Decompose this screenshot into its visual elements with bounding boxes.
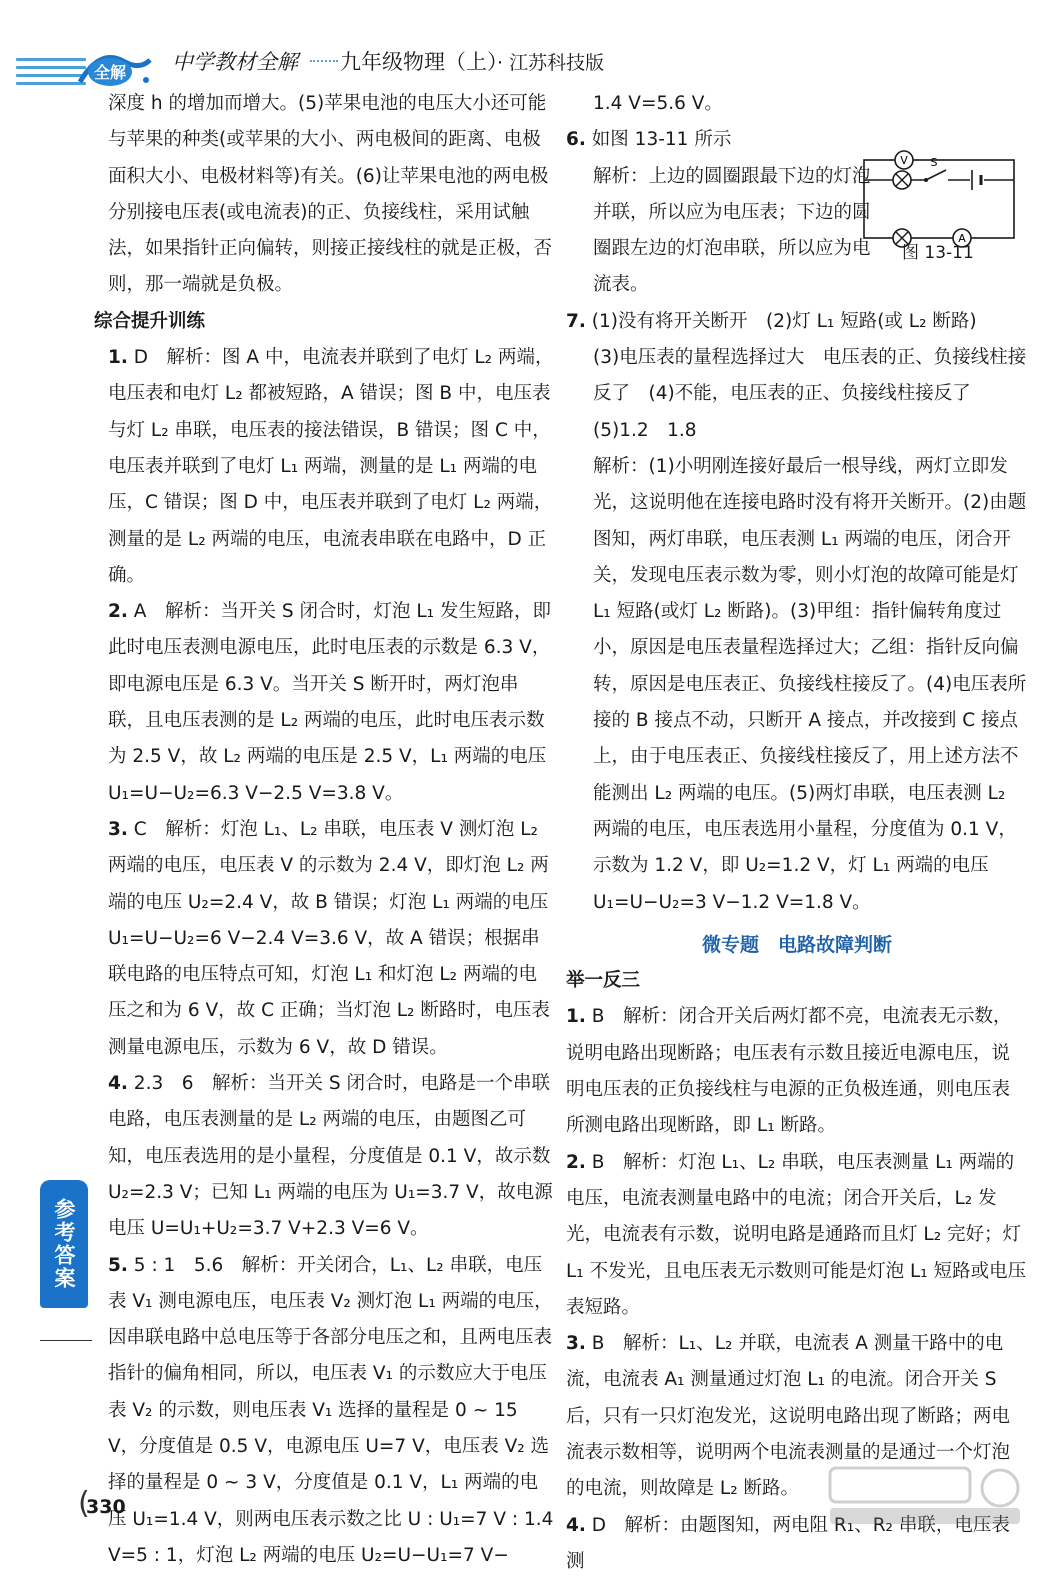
lamp-symbol xyxy=(893,171,911,189)
edition-label: · 江苏科技版 xyxy=(497,52,605,74)
answer-item: 1. B 解析：闭合开关后两灯都不亮，电流表无示数，说明电路出现断路；电压表有示数且接近电源电压，说明电压表的正负接线柱与电源的正负极连通，则电压表所测电路出现断路，即 L₁ 断路。 xyxy=(566,1006,1012,1137)
answer-item: 4. 2.3 6 解析：当开关 S 闭合时，电路是一个串联电路，电压表测量的是 L₂ 两端的电压，由题图乙可知，电压表选用的是小量程，分度值是 0.1 V，故示数 U₂=2.3 V；已知 L₁ 两端的电压为 U₁=3.7 V，故电源电压 U=U₁+U₂=3.7 V+2.3 V=6 V。 xyxy=(108,1073,553,1240)
answer-item: 1. D 解析：图 A 中，电流表并联到了电灯 L₂ 两端，电压表和电灯 L₂ 都被短路，A 错误；图 B 中，电压表与灯 L₂ 串联，电压表的接法错误，B 错误；图 C 中，电压表并联到了电灯 L₁ 两端，测量的是 L₁ 两端的电压，C 错误；图 D 中，电压表并联到了电灯 L₂ 两端，测量的是 L₂ 两端的电压，电流表串联在电路中，D 正确。 xyxy=(108,347,554,586)
answer-item: 5. 5 : 1 5.6 解析：开关闭合，L₁、L₂ 串联，电压表 V₁ 测电源电压，电压表 V₂ 测灯泡 L₁ 两端的电压，因串联电路中总电压等于各部分电压之和，且两电压表指针的偏角相同，所以，电压表 V₁ 的示数应大于电压表 V₂ 的示数，则电压表 V₁ 选择的量程是 0 ~ 15 V，分度值是 0.5 V，电源电压 U=7 V，电压表 V₂ 选择的量程是 0 ~ 3 V，分度值是 0.1 V，L₁ 两端的电压 U₁=1.4 V，则两电压表示数之比 U : U₁=7 V : 1.4 V=5 : 1，灯泡 L₂ 两端的电压 U₂=U−U₁=7 V− xyxy=(108,1254,554,1566)
side-tab-answers: 参考答案 xyxy=(40,1180,88,1308)
svg-text:A: A xyxy=(958,232,966,245)
continued-paragraph: 深度 h 的增加而增大。(5)苹果电池的电压大小还可能与苹果的种类(或苹果的大小、两电极间的距离、电极面积大小、电极材料等)有关。(6)让苹果电池的两电极分别接电压表(或电流表)的正、负接线柱，采用试触法，如果指针正向偏转，则接正接线柱的就是正极，否则，那一端就是负极。 xyxy=(108,93,553,296)
answer-explanation: 解析：(1)小明刚连接好最后一根导线，两灯立即发光，这说明他在连接电路时没有将开关断开。(2)由题图知，两灯串联，电压表测 L₁ 两端的电压，闭合开关，发现电压表示数为零，则小灯泡的故障可能是灯 L₁ 短路(或灯 L₂ 断路)。(3)甲组：指针偏转角度过小，原因是电压表量程选择过大；乙组：指针反向偏转，原因是电压表正、负接线柱接反了。(4)电压表所接的 B 接点不动，只断开 A 接点，并改接到 C 接点上，由于电压表正、负接线柱接反了，用上述方法不能测出 L₂ 两端的电压。(5)两灯串联，电压表测 L₂ 两端的电压，电压表选用小量程，分度值为 0.1 V，示数为 1.2 V，即 U₂=1.2 V，灯 L₁ 两端的电压 U₁=U−U₂=3 V−1.2 V=1.8 V。 xyxy=(593,455,1027,913)
voltmeter-symbol xyxy=(895,151,913,169)
continued-line: 1.4 V=5.6 V。 xyxy=(593,93,723,114)
grade-subject: 九年级物理（上） xyxy=(340,50,508,74)
svg-text:V: V xyxy=(900,154,908,167)
answer-item: 6. 如图 13-11 所示 xyxy=(566,129,732,151)
answer-item: 3. C 解析：灯泡 L₁、L₂ 串联，电压表 V 测灯泡 L₂ 两端的电压，电压表 V 的示数为 2.4 V，即灯泡 L₂ 两端的电压 U₂=2.4 V，故 B 错误；灯泡 L₁ 两端的电压 U₁=U−U₂=6 V−2.4 V=3.6 V，故 A 错误；根据串联电路的电压特点可知，灯泡 L₁ 和灯泡 L₂ 两端的电压之和为 6 V，故 C 正确；当灯泡 L₂ 断路时，电压表测量电源电压，示数为 6 V，故 D 错误。 xyxy=(108,818,550,1058)
header-separator xyxy=(310,60,338,62)
book-title: 中学教材全解 xyxy=(172,50,298,74)
circuit-wire-loop xyxy=(864,160,1014,238)
page-number: 330 xyxy=(86,1496,126,1518)
answer-item: 2. B 解析：灯泡 L₁、L₂ 串联，电压表测量 L₁ 两端的电压，电流表测量电路中的电流；闭合开关后，L₂ 发光，电流表有示数，说明电路是通路而且灯 L₂ 完好；灯 L₁ 不发光，且电压表无示数则可能是灯泡 L₁ 短路或电压表短路。 xyxy=(566,1151,1027,1318)
answer-item: 7. (1)没有将开关断开 (2)灯 L₁ 短路(或 L₂ 断路) xyxy=(566,310,977,332)
battery-symbol xyxy=(970,170,984,190)
section-heading: 综合提升训练 xyxy=(94,310,206,332)
answer-item: 2. A 解析：当开关 S 闭合时，灯泡 L₁ 发生短路，即此时电压表测电源电压，此时电压表的示数是 6.3 V，即电源电压是 6.3 V。当开关 S 断开时，两灯泡串联，且电压表测的是 L₂ 两端的电压，此时电压表示数为 2.5 V，故 L₂ 两端的电压是 2.5 V，L₁ 两端的电压 U₁=U−U₂=6.3 V−2.5 V=3.8 V。 xyxy=(108,601,551,804)
answer-explanation: 解析：上边的圆圈跟最下边的灯泡并联，所以应为电压表；下边的圆圈跟左边的灯泡串联，所以应为电流表。 xyxy=(593,165,871,296)
topic-title: 微专题 电路故障判断 xyxy=(701,933,892,956)
answer-item: 4. D 解析：由题图知，两电阻 R₁、R₂ 串联，电压表测 xyxy=(566,1514,1010,1572)
figure-caption: 图 13-11 xyxy=(902,243,974,263)
subsection-heading: 举一反三 xyxy=(566,970,641,992)
watermark-logo xyxy=(820,1460,1030,1530)
svg-text:全解: 全解 xyxy=(93,63,127,82)
side-divider xyxy=(40,1340,92,1341)
right-column xyxy=(566,86,1028,1580)
answer-item: 3. B 解析：L₁、L₂ 并联，电流表 A 测量干路中的电流，电流表 A₁ 测量通过灯泡 L₁ 的电流。闭合开关 S 后，只有一只灯泡发光，这说明电路出现了断路；两电流表示数相等，说明两个电流表测量的是通过一个灯泡的电流，则故障是 L₂ 断路。 xyxy=(566,1333,1011,1500)
page-header xyxy=(0,0,1048,95)
book-logo-icon xyxy=(70,42,160,92)
answer-line: (3)电压表的量程选择过大 电压表的正、负接线柱接反了 (4)不能，电压表的正、负接线柱接反了 (5)1.2 1.8 xyxy=(593,347,1027,441)
page-number-bracket: ( xyxy=(78,1486,90,1521)
svg-text:S: S xyxy=(930,156,938,169)
